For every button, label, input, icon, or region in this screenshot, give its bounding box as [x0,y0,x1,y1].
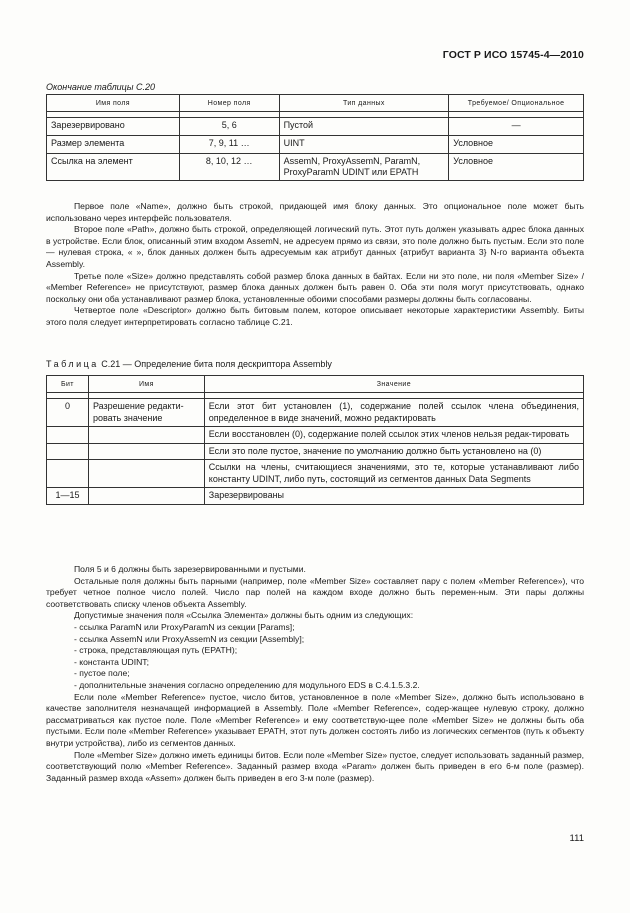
table-c21-caption [46,359,332,369]
table-cell: — [449,118,584,136]
table-cell: 0 [47,399,89,427]
table-row [47,118,584,136]
paragraph: Допустимые значения поля «Ссылка Элемента» должны быть одним из следующих: [74,610,414,621]
paragraph: Третье поле «Size» должно представлять собой размер блока данных в байтах. Если ни это поле, ни поля «Member Size» / «Member Reference» не присутствуют, размер блока данных должен быть равен 0. Оба эти поля могут присутствовать, однако поскольку они оба устанавливают размер блока, установленные обоими способами размеры должны быть согласованы. [46,270,584,304]
document-header: ГОСТ Р ИСО 15745-4—2010 [442,49,584,61]
caption-prefix: Таблица [46,359,99,369]
table-cell [88,443,204,460]
table-cell: 8, 10, 12 … [179,154,279,181]
table-cell: Ссылка на элемент [47,154,180,181]
table-c20-caption: Окончание таблицы С.20 [46,82,155,92]
table-row [47,488,584,505]
body-text-block-1 [46,201,584,329]
column-header: Имя [88,376,204,393]
list-item: - дополнительные значения согласно определению для модульного EDS в С.4.1.5.3.2. [74,679,420,690]
table-cell: 5, 6 [179,118,279,136]
table-cell: Зарезервированы [204,488,583,505]
table-cell [47,460,89,488]
table-cell: 1—15 [47,488,89,505]
paragraph: Если поле «Member Reference» пустое, число битов, установленное в поле «Member Size», должно быть использовано в качестве заполнителя незначащей информацией в Assembly. Поле «Member Reference», содер-жащее нулевую строку, должно рассматриваться как пустое поле. Поле «Member Reference» и ему соответствую-щее поле «Member Size» не должны быть оба пустыми. Если поле «Member Reference» указывает EPATH, этот путь должен состоять либо из логических сегментов (путь к объекту внутри устройства), либо из сегментов данных. [46,691,584,748]
paragraph: Второе поле «Path», должно быть строкой, определяющей логический путь. Этот путь должен указывать адрес блока данных в устройстве. Если блок, описанный этим входом AssemN, не адресуем прямо из связи, это поле должно быть пустым. Если это поле — нулевая строка, « », блок данных должен быть адресуемым как атрибут данных {атрибут варианта 3} N-го варианта объекта Assembly. [46,224,584,269]
table-cell: Размер элемента [47,136,180,154]
table-c20 [46,94,584,181]
list-item: - строка, представляющая путь (EPATH); [74,645,238,656]
paragraph: Остальные поля должны быть парными (например, поле «Member Size» составляет пару с полем «Member Reference»), что требует четное полное число полей. Число пар полей на каждом входе должно быть перемен-ным. Эти пары должны соответствовать списку членов объекта Assembly. [46,575,584,609]
paragraph: Поле «Member Size» должно иметь единицы битов. Если поле «Member Size» пустое, следует использовать заданный размер, соответствующий полю «Member Reference». Заданный размер входа «Param» должен быть приведен в его 6-м поле (размер). Заданный размер входа «Assem» должен быть приведен в его 3-м поле (размер). [46,749,584,783]
paragraph: Первое поле «Name», должно быть строкой, придающей имя блоку данных. Это опциональное поле может быть использовано через интерфейс пользователя. [46,201,584,223]
table-cell: Условное [449,136,584,154]
table-row [47,443,584,460]
column-header: Имя поля [47,95,180,112]
column-header: Требуемое/ Опциональное [449,95,584,112]
table-cell: Если этот бит установлен (1), содержание полей ссылок члена объединения, определенное в виде значений, можно редактировать [204,399,583,427]
table-cell: AssemN, ProxyAssemN, ParamN, ProxyParamN UDINT или EPATH [279,154,449,181]
table-cell: 7, 9, 11 … [179,136,279,154]
page-number: 111 [569,833,584,844]
list-item: - ссылка ParamN или ProxyParamN из секции [Params]; [74,621,295,632]
table-cell: Разрешение редакти-ровать значение [88,399,204,427]
table-cell [47,443,89,460]
table-cell: Ссылки на члены, считающиеся значениями, это те, которые устанавливают либо константу UDINT, либо путь, состоящий из сегментов данных Data Segments [204,460,583,488]
table-cell [88,488,204,505]
list-item: - константа UDINT; [74,656,149,667]
column-header: Номер поля [179,95,279,112]
paragraph: Поля 5 и 6 должны быть зарезервированными и пустыми. [74,564,306,574]
column-header: Бит [47,376,89,393]
table-row [47,427,584,444]
table-cell [88,460,204,488]
list-item: - ссылка AssemN или ProxyAssemN из секции [Assembly]; [74,633,305,644]
table-cell [47,427,89,444]
column-header: Тип данных [279,95,449,112]
table-cell: Если это поле пустое, значение по умолчанию должно быть установлено на (0) [204,443,583,460]
table-row [47,154,584,181]
table-c21 [46,375,584,505]
caption-text: С.21 — Определение бита поля дескриптора Assembly [98,359,332,369]
list-item: - пустое поле; [74,668,130,679]
table-row [47,136,584,154]
column-header: Значение [204,376,583,393]
table-cell [88,427,204,444]
table-cell: Пустой [279,118,449,136]
table-header-row [47,376,584,393]
table-cell: Условное [449,154,584,181]
table-header-row [47,95,584,112]
table-row [47,399,584,427]
table-row [47,460,584,488]
table-cell: UINT [279,136,449,154]
table-cell: Если восстановлен (0), содержание полей ссылок этих членов нельзя редак-тировать [204,427,583,444]
table-cell: Зарезервировано [47,118,180,136]
body-text-block-2 [46,564,584,784]
paragraph: Четвертое поле «Descriptor» должно быть битовым полем, которое описывает некоторые характеристики Assembly. Биты этого поля следует интерпретировать согласно таблице С.21. [46,305,584,327]
